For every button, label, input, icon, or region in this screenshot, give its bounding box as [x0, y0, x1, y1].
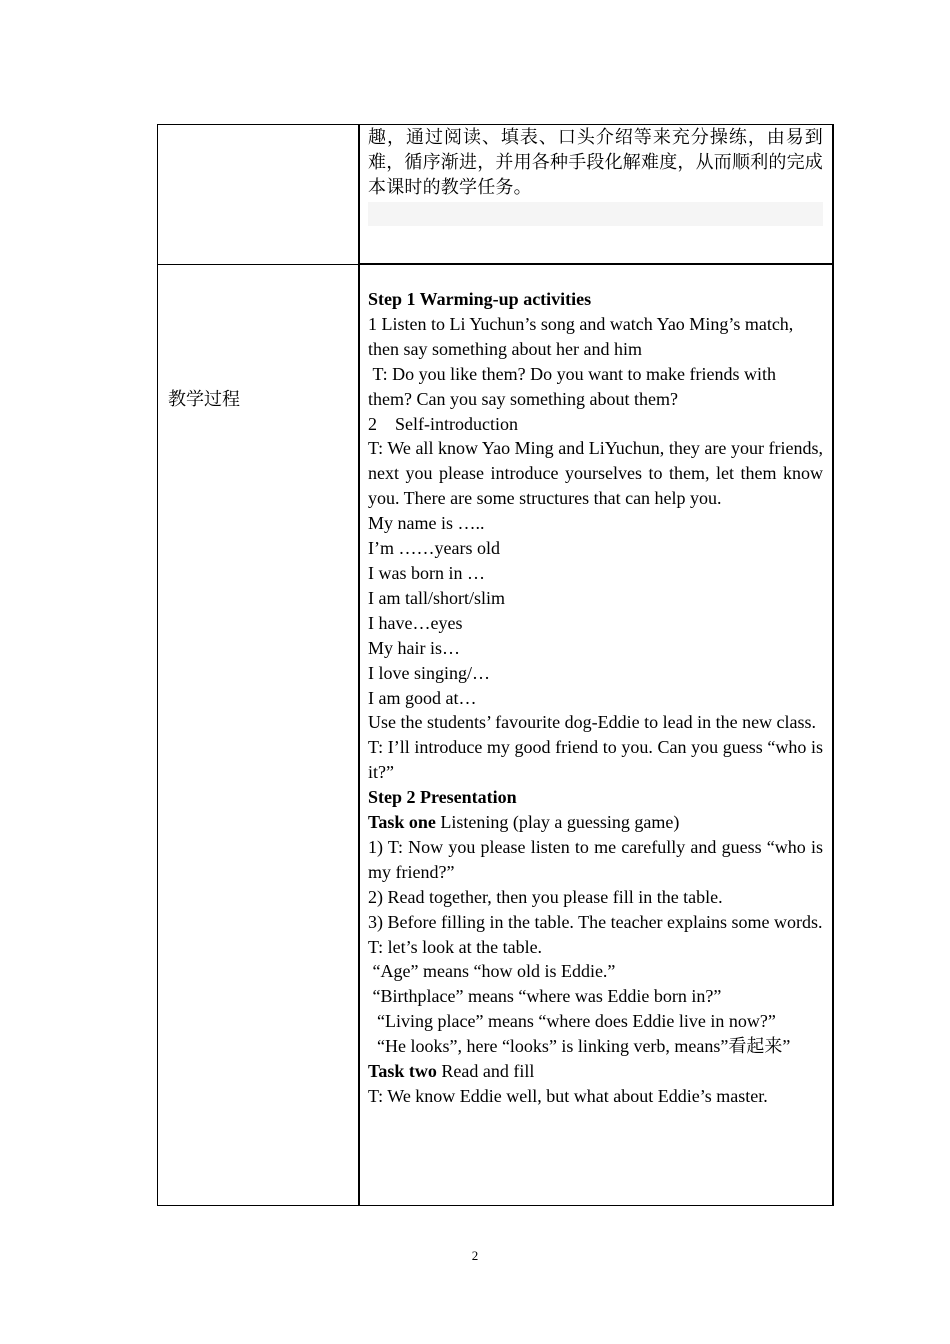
process-line — [368, 312, 823, 362]
page-number: 2 — [471, 1248, 479, 1263]
table-row-objectives — [158, 125, 834, 265]
process-line-text: 2 Self-introduction — [368, 413, 518, 434]
process-line-text: T: let’s look at the table. — [368, 936, 543, 957]
process-line — [368, 362, 823, 412]
process-line — [368, 661, 823, 686]
process-line-text: 1) T: Now you please listen to me carefully and guess “who is my friend?” — [368, 836, 828, 882]
process-line — [368, 1034, 823, 1059]
process-line — [368, 511, 823, 536]
left-cell-label — [158, 264, 360, 1206]
process-line-text: Listening (play a guessing game) — [435, 812, 680, 833]
process-line — [368, 935, 823, 960]
process-line-text: 3) Before filling in the table. The teacher explains some words. — [368, 911, 823, 932]
process-line-text: “Age” means “how old is Eddie.” — [368, 961, 616, 982]
process-line-bold: Step 2 Presentation — [368, 787, 517, 808]
process-line — [368, 536, 823, 561]
shaded-line — [368, 202, 823, 226]
process-line-bold: Task two — [368, 1061, 437, 1082]
process-line — [368, 959, 823, 984]
process-line-text: My name is ….. — [368, 513, 485, 534]
process-line-text: I’m ……years old — [368, 538, 500, 559]
process-line — [368, 1084, 823, 1109]
process-line-text: “Birthplace” means “where was Eddie born in?” — [368, 986, 722, 1007]
process-line-text: Use the students’ favourite dog-Eddie to lead in the new class. — [368, 712, 817, 733]
process-line-text: I have…eyes — [368, 612, 463, 633]
process-line — [368, 810, 823, 835]
process-line-text: “Living place” means “where does Eddie live in now?” — [368, 1011, 776, 1032]
process-line — [368, 984, 823, 1009]
objectives-text: 趣，通过阅读、填表、口头介绍等来充分操练，由易到难，循序渐进，并用各种手段化解难度，从而顺利的完成本课时的教学任务。 — [368, 127, 823, 198]
process-line — [368, 735, 828, 785]
table-row-process — [158, 264, 834, 1206]
process-content — [360, 265, 832, 1109]
process-line — [368, 611, 823, 636]
process-line — [368, 1059, 823, 1084]
process-line-bold: Task one — [368, 812, 436, 833]
process-line-text: 1 Listen to Li Yuchun’s song and watch Yao Ming’s match, then say something about her and him — [368, 313, 798, 359]
process-line-text: My hair is… — [368, 637, 460, 658]
process-line-bold: Step 1 Warming-up activities — [368, 289, 592, 309]
right-cell-objectives — [359, 125, 833, 265]
left-cell-empty — [158, 125, 360, 265]
process-line-text: Read and fill — [436, 1061, 535, 1082]
process-line — [368, 885, 823, 910]
process-line-text: T: We all know Yao Ming and LiYuchun, they are your friends, next you please introduce yourselves to them, let them know you. There are some structures that can help you. — [368, 438, 828, 509]
process-line — [368, 561, 823, 586]
process-line — [368, 412, 823, 437]
process-label: 教学过程 — [168, 388, 240, 410]
process-line-text: T: We know Eddie well, but what about Eddie’s master. — [368, 1086, 768, 1106]
right-cell-process — [359, 264, 833, 1206]
process-line-text: I am good at… — [368, 687, 477, 708]
process-line — [368, 636, 823, 661]
process-line — [368, 710, 823, 735]
process-line-text: I was born in … — [368, 562, 485, 583]
process-line-text: T: I’ll introduce my good friend to you. Can you guess “who is it?” — [368, 737, 828, 783]
process-line — [368, 436, 828, 511]
process-line — [368, 686, 823, 711]
process-line-text: “He looks”, here “looks” is linking verb, means”看起来” — [368, 1036, 791, 1057]
process-line-text: I am tall/short/slim — [368, 587, 505, 608]
process-line — [368, 586, 823, 611]
process-line — [368, 835, 828, 885]
process-line — [368, 1009, 823, 1034]
process-line — [368, 910, 823, 935]
process-line-text: T: Do you like them? Do you want to make friends with them? Can you say something about them? — [368, 363, 781, 409]
lesson-plan-table — [157, 124, 834, 1206]
process-line — [368, 287, 823, 312]
process-line — [368, 785, 823, 810]
process-line-text: I love singing/… — [368, 662, 490, 683]
process-line-text: 2) Read together, then you please fill in the table. — [368, 886, 723, 907]
